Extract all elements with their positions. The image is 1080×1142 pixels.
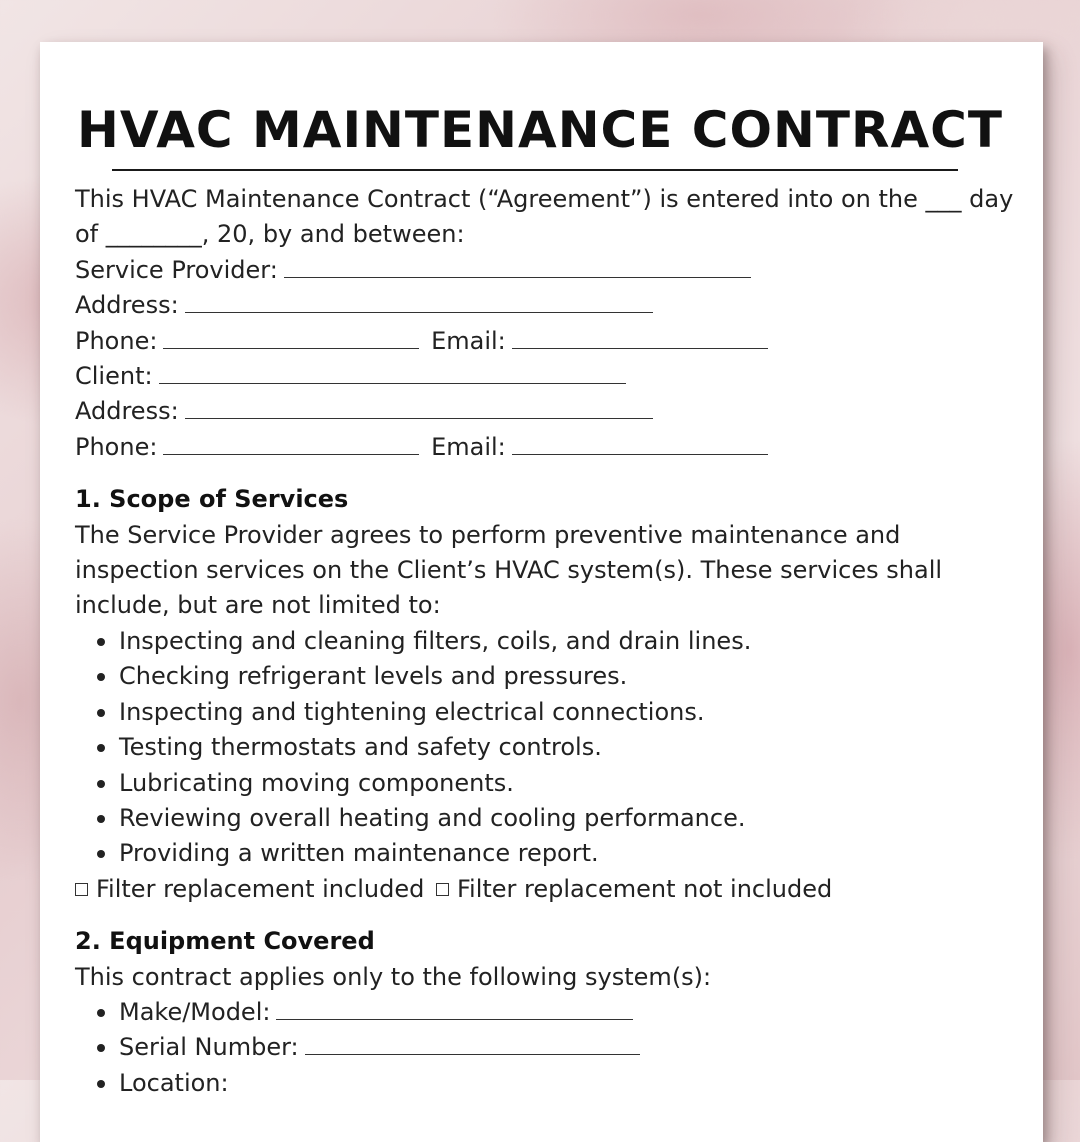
provider-phone-label: Phone: xyxy=(75,326,158,355)
list-item: Providing a written maintenance report. xyxy=(97,836,1025,871)
services-list xyxy=(75,624,1025,872)
bullet-icon xyxy=(97,850,105,858)
client-email-label: Email: xyxy=(431,432,506,461)
section-2-heading: 2. Equipment Covered xyxy=(75,927,375,956)
provider-email-label: Email: xyxy=(431,326,506,355)
provider-contact-field xyxy=(75,324,1025,359)
service-provider-blank[interactable] xyxy=(284,253,751,278)
bullet-icon xyxy=(97,744,105,752)
client-blank[interactable] xyxy=(159,359,626,384)
client-phone-label: Phone: xyxy=(75,432,158,461)
bullet-icon xyxy=(97,815,105,823)
list-item: Lubricating moving components. xyxy=(97,766,1025,801)
list-item: Inspecting and cleaning filters, coils, and drain lines. xyxy=(97,624,1025,659)
filter-not-included-label: Filter replacement not included xyxy=(456,874,833,903)
list-item: Inspecting and tightening electrical connections. xyxy=(97,695,1025,730)
service-provider-label: Service Provider: xyxy=(75,255,278,284)
serial-number-label: Serial Number: xyxy=(119,1033,299,1062)
client-address-field xyxy=(75,394,1025,429)
document-body xyxy=(75,182,1025,1101)
list-item xyxy=(97,995,1025,1030)
provider-email-blank[interactable] xyxy=(512,324,768,349)
list-item: Testing thermostats and safety controls. xyxy=(97,730,1025,765)
filter-options xyxy=(75,872,1025,907)
client-label: Client: xyxy=(75,362,153,391)
section-2-paragraph: This contract applies only to the following system(s): xyxy=(75,962,712,991)
list-item: Checking refrigerant levels and pressures. xyxy=(97,659,1025,694)
provider-phone-blank[interactable] xyxy=(163,324,419,349)
bullet-icon xyxy=(97,709,105,717)
filter-not-included-checkbox[interactable] xyxy=(436,883,449,896)
filter-included-checkbox[interactable] xyxy=(75,883,88,896)
list-item: Reviewing overall heating and cooling performance. xyxy=(97,801,1025,836)
bullet-icon xyxy=(97,1044,105,1052)
provider-address-field xyxy=(75,288,1025,323)
intro-line-1: This HVAC Maintenance Contract (“Agreement”) is entered into on the ___ day xyxy=(75,185,1014,213)
list-item xyxy=(97,1066,1025,1101)
provider-address-label: Address: xyxy=(75,291,179,320)
serial-number-blank[interactable] xyxy=(305,1030,640,1055)
list-item xyxy=(97,1030,1025,1065)
intro-line-2: of ________, 20, by and between: xyxy=(75,220,465,249)
section-1-paragraph-line-1: The Service Provider agrees to perform preventive maintenance and xyxy=(75,520,901,549)
location-label: Location: xyxy=(119,1068,229,1097)
bullet-icon xyxy=(97,780,105,788)
bullet-icon xyxy=(97,638,105,646)
equipment-list xyxy=(75,995,1025,1101)
bullet-icon xyxy=(97,673,105,681)
filter-included-label: Filter replacement included xyxy=(96,874,425,903)
client-email-blank[interactable] xyxy=(512,430,768,455)
client-address-label: Address: xyxy=(75,397,179,426)
service-provider-field xyxy=(75,253,1025,288)
bullet-icon xyxy=(97,1009,105,1017)
title-divider xyxy=(112,169,958,171)
client-field xyxy=(75,359,1025,394)
section-1-paragraph-line-2: inspection services on the Client’s HVAC system(s). These services shall xyxy=(75,556,943,585)
client-phone-blank[interactable] xyxy=(163,430,419,455)
provider-address-blank[interactable] xyxy=(185,288,653,313)
bullet-icon xyxy=(97,1080,105,1088)
make-model-blank[interactable] xyxy=(276,995,633,1020)
make-model-label: Make/Model: xyxy=(119,997,271,1026)
section-1-heading: 1. Scope of Services xyxy=(75,485,349,514)
section-1-paragraph-line-3: include, but are not limited to: xyxy=(75,591,441,620)
document-title: HVAC MAINTENANCE CONTRACT xyxy=(77,101,1003,159)
client-address-blank[interactable] xyxy=(185,394,653,419)
client-contact-field xyxy=(75,430,1025,465)
